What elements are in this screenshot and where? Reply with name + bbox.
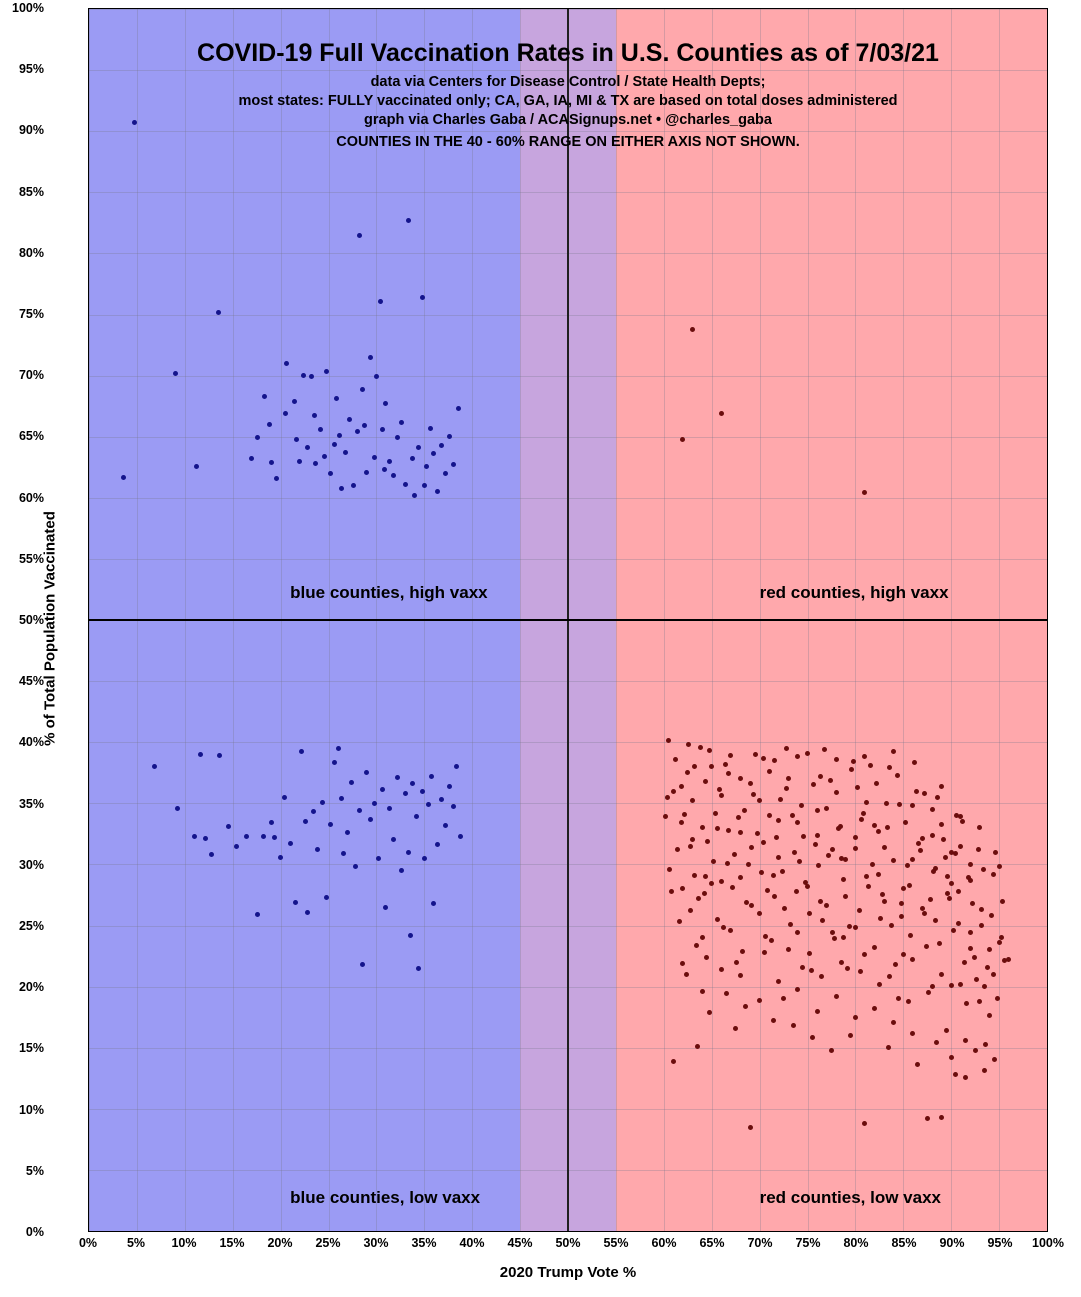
- x-tick-label: 15%: [219, 1236, 245, 1250]
- data-point: [217, 753, 222, 758]
- data-point: [991, 872, 996, 877]
- plot-area: [88, 8, 1048, 1232]
- data-point: [884, 801, 889, 806]
- data-point: [897, 802, 902, 807]
- data-point: [399, 420, 404, 425]
- data-point: [328, 471, 333, 476]
- x-tick-label: 60%: [651, 1236, 677, 1250]
- data-point: [876, 829, 881, 834]
- y-tick-label: 95%: [18, 62, 44, 77]
- data-point: [807, 951, 812, 956]
- data-point: [403, 791, 408, 796]
- data-point: [801, 834, 806, 839]
- data-point: [939, 1115, 944, 1120]
- data-point: [882, 899, 887, 904]
- data-point: [677, 919, 682, 924]
- data-point: [702, 891, 707, 896]
- data-point: [278, 855, 283, 860]
- data-point: [876, 872, 881, 877]
- data-point: [920, 906, 925, 911]
- data-point: [695, 1044, 700, 1049]
- data-point: [679, 784, 684, 789]
- x-tick-label: 20%: [267, 1236, 293, 1250]
- y-tick-label: 0%: [25, 1225, 44, 1239]
- data-point: [815, 808, 820, 813]
- data-point: [349, 780, 354, 785]
- data-point: [930, 833, 935, 838]
- data-point: [853, 846, 858, 851]
- data-point: [962, 960, 967, 965]
- data-point: [939, 822, 944, 827]
- data-point: [839, 960, 844, 965]
- data-point: [378, 299, 383, 304]
- data-point: [983, 1042, 988, 1047]
- data-point: [269, 460, 274, 465]
- data-point: [805, 884, 810, 889]
- data-point: [973, 1048, 978, 1053]
- data-point: [805, 751, 810, 756]
- y-tick-label: 35%: [18, 796, 44, 811]
- data-point: [698, 745, 703, 750]
- data-point: [906, 999, 911, 1004]
- data-point: [859, 817, 864, 822]
- data-point: [194, 464, 199, 469]
- x-tick-label: 70%: [747, 1236, 773, 1250]
- data-point: [958, 982, 963, 987]
- y-tick-label: 5%: [25, 1163, 44, 1178]
- data-point: [380, 427, 385, 432]
- data-point: [771, 873, 776, 878]
- data-point: [671, 789, 676, 794]
- data-point: [791, 1023, 796, 1028]
- data-point: [458, 834, 463, 839]
- data-point: [424, 464, 429, 469]
- data-point: [426, 802, 431, 807]
- data-point: [939, 784, 944, 789]
- data-point: [738, 973, 743, 978]
- data-point: [991, 972, 996, 977]
- data-point: [382, 467, 387, 472]
- data-point: [976, 847, 981, 852]
- x-tick-label: 75%: [795, 1236, 821, 1250]
- data-point: [824, 806, 829, 811]
- data-point: [313, 461, 318, 466]
- data-point: [910, 1031, 915, 1036]
- data-point: [262, 394, 267, 399]
- data-point: [364, 470, 369, 475]
- data-point: [403, 482, 408, 487]
- x-tick-label: 45%: [507, 1236, 533, 1250]
- data-point: [956, 921, 961, 926]
- data-point: [283, 411, 288, 416]
- data-point: [261, 834, 266, 839]
- quadrant-label: blue counties, high vaxx: [290, 583, 488, 603]
- data-point: [351, 483, 356, 488]
- data-point: [719, 967, 724, 972]
- y-tick-label: 55%: [18, 551, 44, 566]
- data-point: [322, 454, 327, 459]
- data-point: [924, 944, 929, 949]
- data-point: [173, 371, 178, 376]
- data-point: [669, 889, 674, 894]
- y-tick-label: 60%: [18, 490, 44, 505]
- data-point: [849, 767, 854, 772]
- y-tick-label: 65%: [18, 429, 44, 444]
- y-tick-label: 20%: [18, 980, 44, 995]
- y-tick-label: 40%: [18, 735, 44, 750]
- data-point: [428, 426, 433, 431]
- data-point: [968, 862, 973, 867]
- data-point: [315, 847, 320, 852]
- data-point: [667, 867, 672, 872]
- data-point: [899, 901, 904, 906]
- data-point: [372, 801, 377, 806]
- chart-title: COVID-19 Full Vaccination Rates in U.S. Counties as of 7/03/21: [197, 39, 939, 67]
- data-point: [930, 984, 935, 989]
- data-point: [782, 906, 787, 911]
- data-point: [757, 998, 762, 1003]
- data-point: [943, 855, 948, 860]
- data-point: [794, 889, 799, 894]
- data-point: [422, 483, 427, 488]
- data-point: [336, 746, 341, 751]
- y-tick-label: 90%: [18, 123, 44, 138]
- x-tick-label: 95%: [987, 1236, 1013, 1250]
- x-tick-label: 30%: [363, 1236, 389, 1250]
- data-point: [882, 845, 887, 850]
- data-point: [767, 769, 772, 774]
- quadrant-label: red counties, high vaxx: [759, 583, 949, 603]
- data-point: [769, 938, 774, 943]
- data-point: [815, 1009, 820, 1014]
- data-point: [877, 982, 882, 987]
- data-point: [700, 825, 705, 830]
- data-point: [733, 1026, 738, 1031]
- data-point: [828, 778, 833, 783]
- data-point: [216, 310, 221, 315]
- data-point: [878, 916, 883, 921]
- data-point: [387, 459, 392, 464]
- data-point: [443, 823, 448, 828]
- data-point: [963, 1038, 968, 1043]
- data-point: [928, 897, 933, 902]
- data-point: [284, 361, 289, 366]
- y-tick-label: 10%: [18, 1102, 44, 1117]
- data-point: [951, 928, 956, 933]
- data-point: [673, 757, 678, 762]
- x-tick-label: 25%: [315, 1236, 341, 1250]
- data-point: [763, 934, 768, 939]
- data-point: [696, 896, 701, 901]
- gridline-horizontal: [89, 1231, 1047, 1232]
- data-point: [757, 911, 762, 916]
- data-point: [762, 950, 767, 955]
- data-point: [974, 977, 979, 982]
- data-point: [723, 762, 728, 767]
- data-point: [853, 1015, 858, 1020]
- data-point: [175, 806, 180, 811]
- data-point: [744, 900, 749, 905]
- quadrant-label: red counties, low vaxx: [759, 1188, 941, 1208]
- x-tick-label: 50%: [555, 1236, 581, 1250]
- chart-subtitle-4: COUNTIES IN THE 40 - 60% RANGE ON EITHER AXIS NOT SHOWN.: [336, 134, 800, 150]
- y-tick-label: 85%: [18, 184, 44, 199]
- data-point: [422, 856, 427, 861]
- data-point: [765, 888, 770, 893]
- data-point: [740, 949, 745, 954]
- x-tick-label: 40%: [459, 1236, 485, 1250]
- data-point: [360, 387, 365, 392]
- data-point: [922, 791, 927, 796]
- x-tick-label: 35%: [411, 1236, 437, 1250]
- data-point: [399, 868, 404, 873]
- x-tick-label: 5%: [126, 1236, 146, 1250]
- data-point: [949, 850, 954, 855]
- data-point: [926, 990, 931, 995]
- data-point: [700, 935, 705, 940]
- data-point: [671, 1059, 676, 1064]
- x-tick-label: 65%: [699, 1236, 725, 1250]
- data-point: [121, 475, 126, 480]
- y-axis-label: % of Total Population Vaccinated: [41, 511, 59, 746]
- data-point: [694, 943, 699, 948]
- data-point: [447, 784, 452, 789]
- data-point: [451, 462, 456, 467]
- x-tick-label: 85%: [891, 1236, 917, 1250]
- data-point: [861, 811, 866, 816]
- data-point: [949, 1055, 954, 1060]
- data-point: [743, 1004, 748, 1009]
- data-point: [776, 855, 781, 860]
- x-axis-label: 2020 Trump Vote %: [499, 1264, 637, 1281]
- data-point: [742, 808, 747, 813]
- data-point: [679, 820, 684, 825]
- data-point: [800, 965, 805, 970]
- data-point: [792, 850, 797, 855]
- data-point: [372, 455, 377, 460]
- data-point: [949, 983, 954, 988]
- data-point: [368, 817, 373, 822]
- data-point: [297, 459, 302, 464]
- data-point: [244, 834, 249, 839]
- data-point: [692, 873, 697, 878]
- data-point: [192, 834, 197, 839]
- data-point: [784, 746, 789, 751]
- data-point: [834, 994, 839, 999]
- data-point: [715, 917, 720, 922]
- data-point: [922, 911, 927, 916]
- data-point: [993, 850, 998, 855]
- data-point: [790, 813, 795, 818]
- data-point: [834, 790, 839, 795]
- data-point: [914, 789, 919, 794]
- data-point: [855, 785, 860, 790]
- data-point: [872, 823, 877, 828]
- data-point: [334, 396, 339, 401]
- data-point: [815, 833, 820, 838]
- y-tick-label: 25%: [18, 919, 44, 933]
- data-point: [997, 864, 1002, 869]
- data-point: [834, 757, 839, 762]
- data-point: [905, 863, 910, 868]
- data-point: [845, 966, 850, 971]
- horizontal-50-percent-line: [89, 619, 1047, 621]
- data-point: [282, 795, 287, 800]
- data-point: [970, 901, 975, 906]
- data-point: [907, 883, 912, 888]
- data-point: [198, 752, 203, 757]
- data-point: [719, 411, 724, 416]
- y-tick-label: 100%: [12, 1, 44, 15]
- data-point: [292, 399, 297, 404]
- x-tick-label: 10%: [171, 1236, 197, 1250]
- data-point: [713, 811, 718, 816]
- data-point: [985, 965, 990, 970]
- data-point: [675, 847, 680, 852]
- data-point: [944, 1028, 949, 1033]
- chart-subtitle-1: data via Centers for Disease Control / State Health Depts;: [370, 74, 766, 90]
- data-point: [357, 808, 362, 813]
- data-point: [688, 844, 693, 849]
- data-point: [945, 874, 950, 879]
- data-point: [788, 922, 793, 927]
- data-point: [748, 781, 753, 786]
- y-tick-label: 50%: [18, 613, 44, 627]
- data-point: [420, 295, 425, 300]
- data-point: [807, 911, 812, 916]
- gridline-vertical: [1047, 9, 1048, 1231]
- data-point: [152, 764, 157, 769]
- data-point: [447, 434, 452, 439]
- data-point: [368, 355, 373, 360]
- data-point: [895, 773, 900, 778]
- data-point: [972, 955, 977, 960]
- data-point: [853, 835, 858, 840]
- data-point: [829, 1048, 834, 1053]
- data-point: [320, 800, 325, 805]
- data-point: [761, 756, 766, 761]
- quadrant-label: blue counties, low vaxx: [290, 1188, 481, 1208]
- data-point: [439, 443, 444, 448]
- data-point: [665, 795, 670, 800]
- y-tick-label: 15%: [18, 1041, 44, 1056]
- data-point: [443, 471, 448, 476]
- data-point: [935, 795, 940, 800]
- data-point: [963, 1075, 968, 1080]
- data-point: [925, 1116, 930, 1121]
- y-tick-label: 30%: [18, 857, 44, 872]
- x-tick-label: 55%: [603, 1236, 629, 1250]
- data-point: [376, 856, 381, 861]
- y-tick-label: 80%: [18, 245, 44, 260]
- y-tick-label: 70%: [18, 368, 44, 383]
- x-tick-label: 80%: [843, 1236, 869, 1250]
- data-point: [267, 422, 272, 427]
- data-point: [324, 895, 329, 900]
- data-point: [748, 1125, 753, 1130]
- data-point: [997, 940, 1002, 945]
- data-point: [947, 896, 952, 901]
- data-point: [269, 820, 274, 825]
- data-point: [746, 862, 751, 867]
- data-point: [719, 879, 724, 884]
- x-tick-label: 0%: [78, 1236, 98, 1250]
- data-point: [288, 841, 293, 846]
- chart-subtitle-3: graph via Charles Gaba / ACASignups.net • @charles_gaba: [364, 112, 772, 128]
- data-point: [420, 789, 425, 794]
- x-tick-label: 100%: [1032, 1236, 1064, 1250]
- data-point: [690, 327, 695, 332]
- data-point: [930, 807, 935, 812]
- chart-subtitle-2: most states: FULLY vaccinated only; CA, GA, IA, MI & TX are based on total doses administered: [238, 93, 898, 109]
- data-point: [939, 972, 944, 977]
- data-point: [734, 960, 739, 965]
- data-point: [725, 861, 730, 866]
- data-point: [700, 989, 705, 994]
- x-tick-label: 90%: [939, 1236, 965, 1250]
- data-point: [305, 910, 310, 915]
- data-point: [872, 945, 877, 950]
- data-point: [958, 844, 963, 849]
- data-point: [416, 966, 421, 971]
- data-point: [234, 844, 239, 849]
- data-point: [761, 840, 766, 845]
- data-point: [328, 822, 333, 827]
- data-point: [891, 1020, 896, 1025]
- data-point: [767, 813, 772, 818]
- y-tick-label: 45%: [18, 674, 44, 689]
- data-point: [357, 233, 362, 238]
- y-tick-label: 75%: [18, 307, 44, 321]
- data-point: [332, 442, 337, 447]
